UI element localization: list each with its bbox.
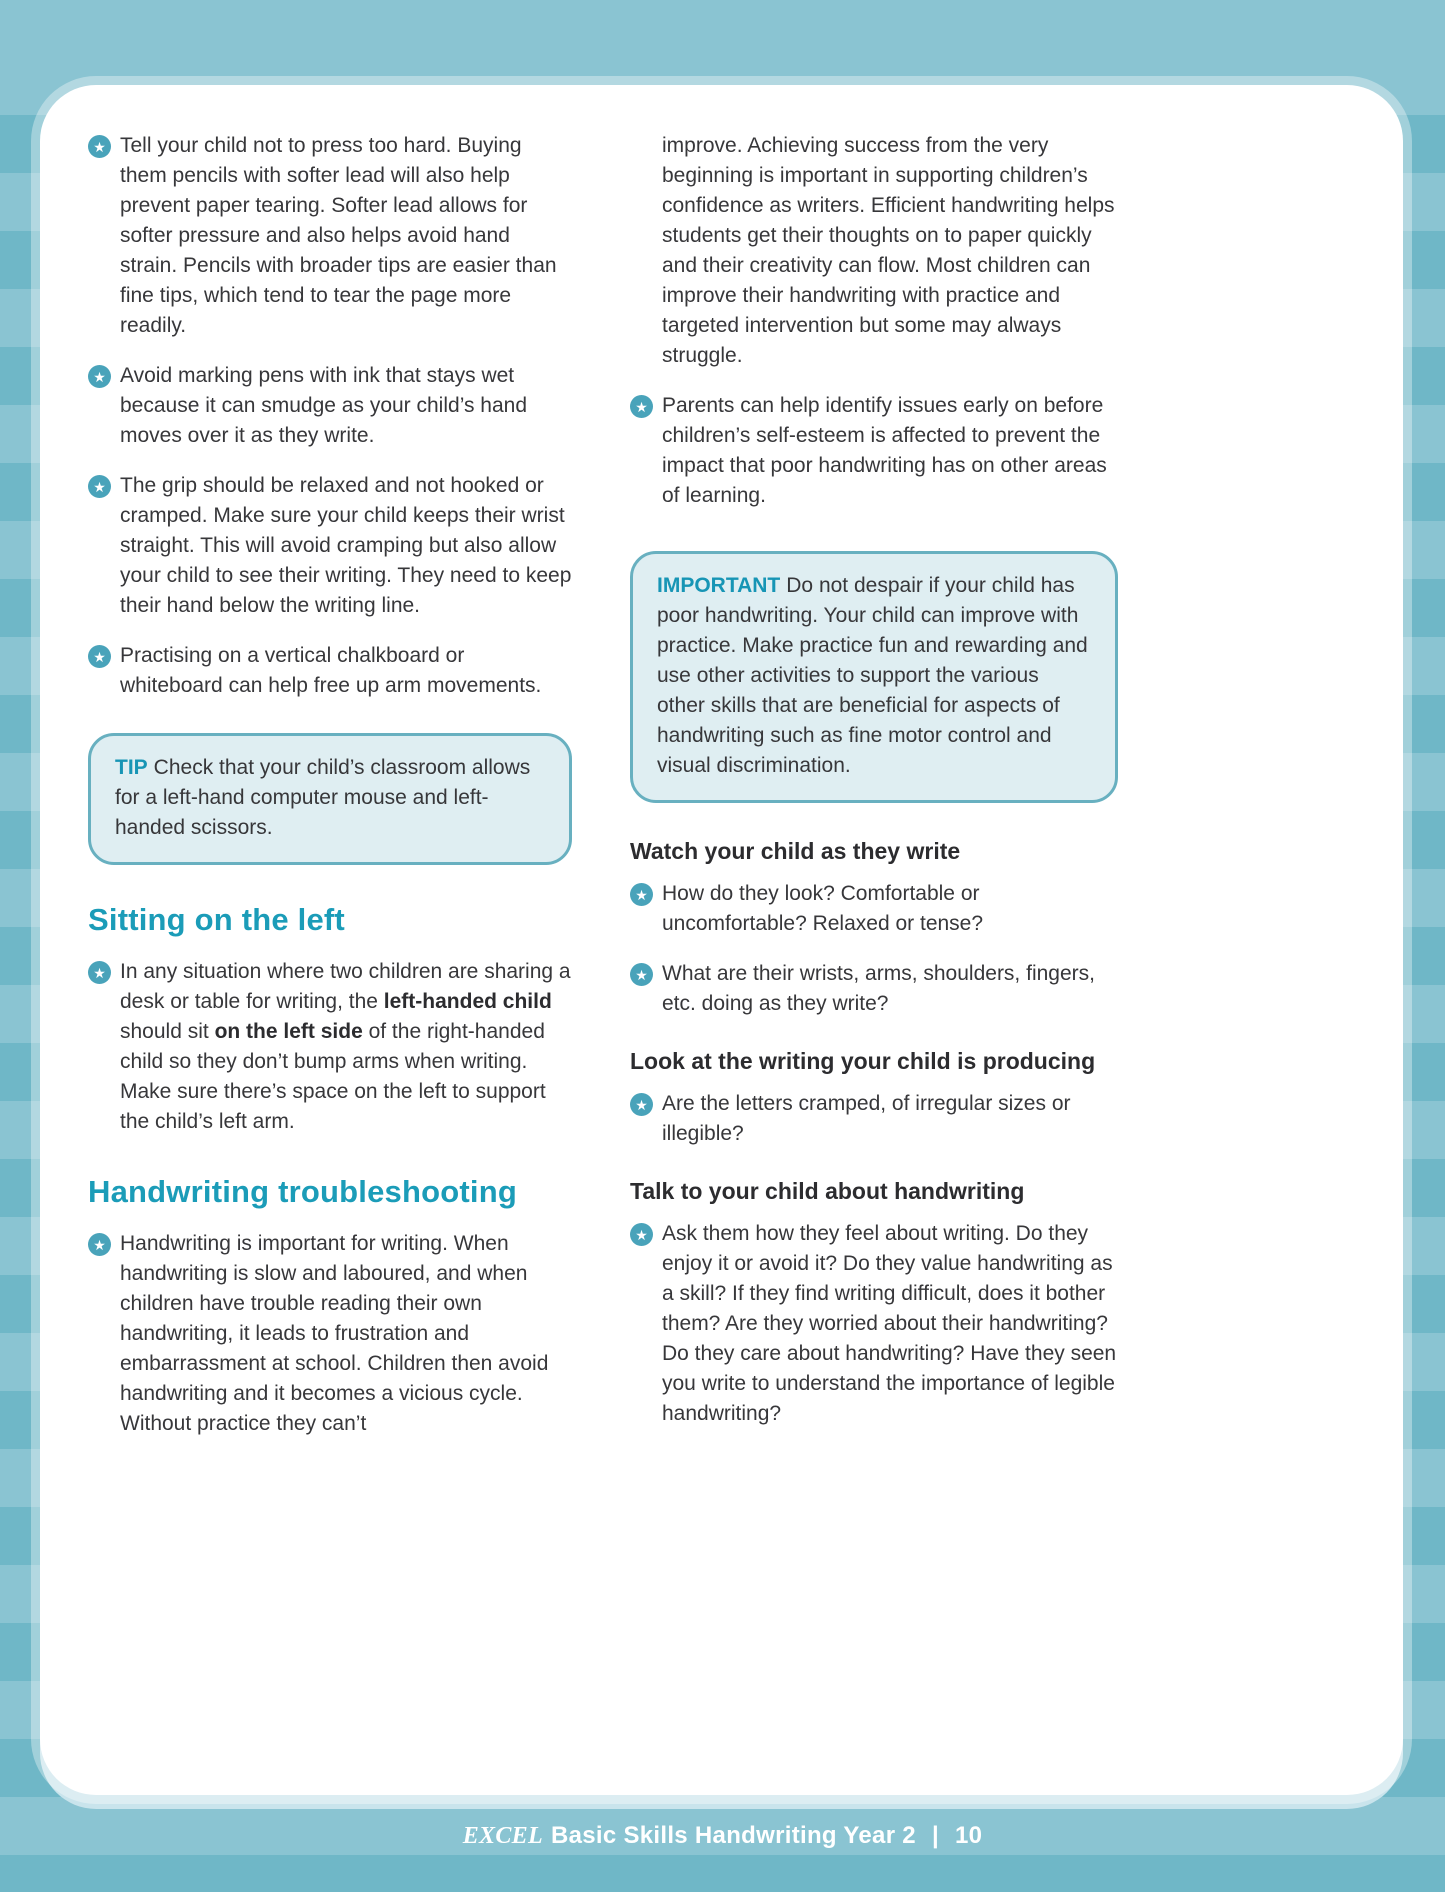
bullet-text: Handwriting is important for writing. When handwriting is slow and laboured, and when children have trouble reading their own handwriting, it leads to frustration and embarrassment at school. Children then avoid handwriting and it becomes a vicious cycle. Without practice they can’t <box>120 1232 549 1435</box>
star-bullet-icon: ★ <box>88 645 111 668</box>
bullet-text: Practising on a vertical chalkboard or whiteboard can help free up arm movements. <box>120 644 542 697</box>
subheading-look-at-writing: Look at the writing your child is producing <box>630 1048 1096 1074</box>
footer-brand: EXCEL <box>462 1823 543 1849</box>
list-item <box>88 471 572 621</box>
bullet-text: The grip should be relaxed and not hooked or cramped. Make sure your child keeps their wrist straight. This will avoid cramping but also allow your child to see their writing. They need to keep their hand below the writing line. <box>120 474 572 617</box>
tip-callout-box <box>88 733 572 865</box>
list-item <box>630 959 1118 1019</box>
continuation-paragraph: improve. Achieving success from the very beginning is important in supporting children’s confidence as writers. Efficient handwriting helps students get their thoughts on to paper quickly and their creativity can flow. Most children can improve their handwriting with practice and targeted intervention but some may always struggle. <box>662 134 1115 367</box>
star-bullet-icon: ★ <box>88 475 111 498</box>
important-label: IMPORTANT <box>657 574 781 597</box>
subheading-talk-to-your-child: Talk to your child about handwriting <box>630 1178 1025 1204</box>
footer-separator: | <box>931 1822 939 1849</box>
tip-label: TIP <box>115 756 148 779</box>
star-bullet-icon: ★ <box>630 883 653 906</box>
footer-title: Basic Skills Handwriting Year 2 <box>550 1822 916 1849</box>
bullet-text: Tell your child not to press too hard. Buying them pencils with softer lead will also help prevent paper tearing. Softer lead allows for softer pressure and also helps avoid hand strain. Pencils with broader tips are easier than fine tips, which tend to tear the page more readily. <box>120 134 557 337</box>
left-column <box>88 131 572 1459</box>
bullet-text: In any situation where two children are sharing a desk or table for writing, the left-handed child should sit on the left side of the right-handed child so they don’t bump arms when writing. Make sure there’s space on the left to support the child’s left arm. <box>120 960 571 1133</box>
list-item <box>630 391 1118 511</box>
bullet-text: Ask them how they feel about writing. Do they enjoy it or avoid it? Do they value handwriting as a skill? If they find writing difficult, does it bother them? Are they worried about their handwriting? Do they care about handwriting? Have they seen you write to understand the importance of legible handwriting? <box>662 1222 1117 1425</box>
star-bullet-icon: ★ <box>88 1233 111 1256</box>
list-item <box>88 361 572 451</box>
page-footer <box>0 1822 1445 1850</box>
list-item <box>88 131 572 341</box>
important-callout-box <box>630 551 1118 803</box>
bullet-text: Avoid marking pens with ink that stays wet because it can smudge as your child’s hand moves over it as they write. <box>120 364 528 447</box>
list-item <box>630 1089 1118 1149</box>
subheading-watch-your-child: Watch your child as they write <box>630 838 961 864</box>
section-heading-handwriting-troubleshooting: Handwriting troubleshooting <box>88 1174 518 1209</box>
star-bullet-icon: ★ <box>630 395 653 418</box>
right-column <box>630 131 1118 1459</box>
list-item <box>630 879 1118 939</box>
star-bullet-icon: ★ <box>630 1093 653 1116</box>
list-item <box>88 957 572 1137</box>
list-item <box>88 1229 572 1439</box>
star-bullet-icon: ★ <box>630 963 653 986</box>
bullet-text: Parents can help identify issues early on before children’s self-esteem is affected to prevent the impact that poor handwriting has on other areas of learning. <box>662 394 1107 507</box>
star-bullet-icon: ★ <box>88 961 111 984</box>
list-item <box>630 1219 1118 1429</box>
two-column-layout <box>88 131 1403 1459</box>
footer-page-number: 10 <box>954 1822 983 1849</box>
page-card <box>40 85 1403 1795</box>
bullet-text: What are their wrists, arms, shoulders, fingers, etc. doing as they write? <box>662 962 1095 1015</box>
important-text: Do not despair if your child has poor handwriting. Your child can improve with practice. Make practice fun and rewarding and use other activities to support the various other skills that are beneficial for aspects of handwriting such as fine motor control and visual discrimination. <box>657 574 1088 777</box>
bullet-text: Are the letters cramped, of irregular sizes or illegible? <box>662 1092 1071 1145</box>
bullet-text: How do they look? Comfortable or uncomfortable? Relaxed or tense? <box>662 882 984 935</box>
section-heading-sitting-on-the-left: Sitting on the left <box>88 902 345 937</box>
star-bullet-icon: ★ <box>88 365 111 388</box>
list-item <box>88 641 572 701</box>
tip-text: Check that your child’s classroom allows for a left-hand computer mouse and left-handed scissors. <box>115 756 531 839</box>
star-bullet-icon: ★ <box>88 135 111 158</box>
star-bullet-icon: ★ <box>630 1223 653 1246</box>
